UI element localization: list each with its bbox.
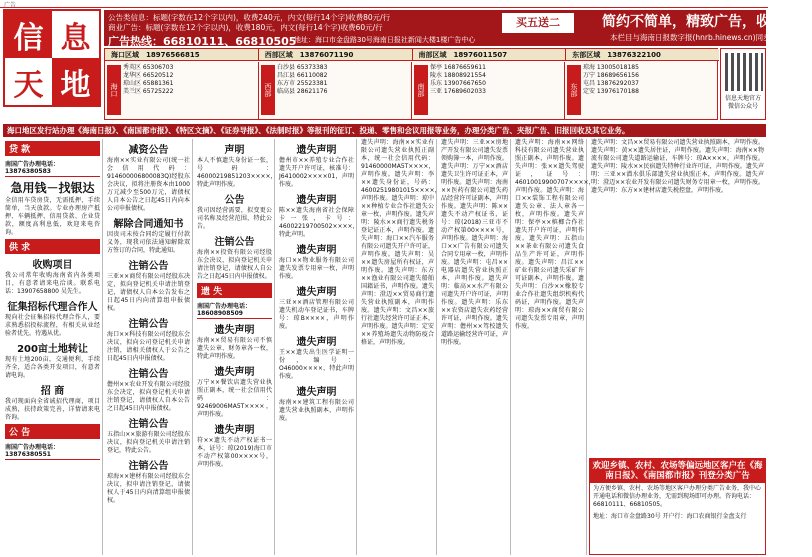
office-tag: 南部 bbox=[414, 65, 428, 115]
header-banner bbox=[104, 10, 812, 48]
ad-title: 注销公告 bbox=[128, 369, 169, 380]
ad-title: 遗失声明 bbox=[296, 287, 337, 298]
ad-body: 现有土地200亩，交通便利，手续齐全，适合各类开发项目，有意者请电询。 bbox=[5, 356, 100, 379]
ad-body: 儋州市××养殖专业合作社遗失开户许可证，核准号：J6410002××××01，声明作废。 bbox=[279, 157, 354, 188]
pricing-line-2: 商业广告：标题(字数在12个字以内)，收费180元，内文(每行14个字)收费60元/行 bbox=[108, 23, 383, 32]
ad-body: 三亚××酒店管理有限公司遗失机动车登记证书，车牌号：琼B××××，声明作废。 bbox=[279, 299, 354, 330]
ad-body: 儋州××农业开发有限公司经股东会决定，拟向登记机关申请注销登记，请债权人自本公告之日起45日内申报债权。 bbox=[107, 381, 190, 412]
ad-body: 遗失声明：三亚××房地产开发有限公司遗失发票领购簿一本，声明作废。遗失声明：万宁××酒店遗失卫生许可证正本，声明作废。遗失声明：海南××医药有限公司遗失药品经营许可证副本，声明作废。遗失声明：陈××遗失不动产权证书，证号：琼(2018)三亚市不动产权第00××××号，声明作废。遗失声明：海口××广告有限公司遗失合同专用章一枚，声明作废。遗失声明：屯昌××电器店遗失营业执照正本，声明作废。遗失声明：临高××水产有限公司遗失开户许可证，声明作废。遗失声明：乐东××农资店遗失农药经营许可证，声明作废。遗失声明：儋州××驾校遗失道路运输经营许可证，声明作废。 bbox=[441, 139, 508, 346]
office-tag: 东部 bbox=[567, 65, 581, 115]
column-classified-8 bbox=[589, 139, 766, 456]
office-col-haikou: 海口 秀英区 65306703 龙华区 66520512 琼山区 65881361 美兰区 65725222 bbox=[105, 62, 259, 120]
ad-title: 收购项目 bbox=[32, 260, 73, 271]
ad-body: 我公司常年收购海南省内各类项目，有意者请来电洽谈。联系电话：13907658800 吴先生。 bbox=[5, 272, 100, 295]
ad-title: 注销公告 bbox=[128, 461, 169, 472]
section-loan: 贷 款 bbox=[5, 141, 100, 156]
ad-title: 注销公告 bbox=[128, 261, 169, 272]
slogan: 简约不简单，精致广告，收益无限 bbox=[602, 14, 812, 30]
page-top-line bbox=[0, 0, 768, 8]
promo-badge: 买五送二 bbox=[502, 13, 574, 33]
ad-title: 遗失声明 bbox=[214, 325, 255, 336]
ad-body: 本人不慎遗失身份证一张，号码：46000219851203××××，特此声明作废。 bbox=[197, 157, 277, 188]
regional-ad-body: 为方便乡镇、农村、农场等地区客户办理分类广告业务，我中心开通电话和微信办理业务，无需到现场即可办理。咨询电话：66810111、66810505。 bbox=[593, 485, 762, 508]
office-header-row bbox=[105, 49, 719, 61]
office-tag: 海口 bbox=[107, 65, 121, 115]
regional-ad-title: 欢迎乡镇、农村、农场等偏远地区客户在《海南日报》、《南国都市报》刊登分类广告 bbox=[590, 459, 765, 483]
logo-char-2: 息 bbox=[52, 11, 99, 58]
ad-body: 王××遗失出生医学证明一份，编号：O46000××××，特此声明作废。 bbox=[279, 349, 354, 380]
section-phone: 南国广告办理电话：18608908509 bbox=[197, 300, 272, 319]
section-lost: 遗 失 bbox=[197, 283, 272, 298]
ad-body: 遗失声明：海南××网络科技有限公司遗失营业执照正副本，声明作废。遗失声明：张××遗失驾驶证，证号：46010019900707××××，声明作废。遗失声明：海口××装饰工程有限公司遗失公章、法人章各一枚，声明作废。遗失声明：保亭××槟榔合作社遗失开户许可证，声明作废。遗失声明：五指山××茶业有限公司遗失食品生产许可证，声明作废。遗失声明：昌江××矿业有限公司遗失采矿许可证副本，声明作废。遗失声明：白沙××橡胶专业合作社遗失组织机构代码证，声明作废。遗失声明：琼海××商贸有限公司遗失发票专用章，声明作废。 bbox=[515, 139, 595, 330]
ad-title: 遗失声明 bbox=[296, 145, 337, 156]
office-col-south: 南部 保亭 16876659611 陵水 18808921554 乐东 13907667650 三亚 17689602033 bbox=[412, 62, 565, 120]
logo-char-3: 天 bbox=[5, 58, 52, 105]
ad-body: 三亚××商贸有限公司经股东决定，拟向登记机关申请注销登记，请债权人自本公告发布之日起45日内向清算组申报债权。 bbox=[107, 273, 190, 312]
ad-body: 海南××实业有限公司(统一社会信用代码：914600006800083Q)经股东会决议，拟将注册资本由1000万元减少至500万元，请债权人自本公告之日起45日内向本公司申报债权。 bbox=[107, 157, 190, 212]
ad-body: 海口××物业服务有限公司遗失发票专用章一枚，声明作废。 bbox=[279, 257, 354, 280]
address: 地址：海口市金盘路30号海南日报社新闻大楼1楼广告中心 bbox=[294, 36, 476, 44]
ad-body: 遗失声明：文昌××贸易有限公司遗失营业执照副本，声明作废。遗失声明：黄××遗失居住证，声明作废。遗失声明：海南××物流有限公司遗失道路运输证，车牌号：琼A××××，声明作废。遗失声明：陵水××民宿遗失特种行业许可证，声明作废。遗失声明：三亚××潜水俱乐部遗失营业执照正本，声明作废。遗失声明：澄迈××农业开发有限公司遗失财务专用章一枚，声明作废。遗失声明：东方××建材店遗失税控盘，声明作废。 bbox=[591, 139, 764, 194]
section-phone: 南国广告办理电话：13876380551 bbox=[5, 441, 100, 460]
ad-body: 万宁××餐饮店遗失营业执照正副本，统一社会信用代码：92469006MA5T××××，声明作废。 bbox=[197, 379, 272, 418]
section-supply: 供 求 bbox=[5, 239, 100, 254]
pricing-line-1: 公告类信息：标题(字数在12个字以内)，收费240元，内文(每行14个字)收费80元/行 bbox=[108, 13, 391, 22]
column-classified-7 bbox=[513, 139, 595, 555]
office-header-south: 南部区域 18976011507 bbox=[413, 49, 567, 60]
ad-title: 解除合同通知书 bbox=[113, 219, 184, 230]
ad-title: 注销公告 bbox=[128, 319, 169, 330]
ad-body: 琼海××建材有限公司经股东会决议，拟申请注销登记，请债权人于45日内向清算组申报债权。 bbox=[107, 473, 190, 504]
ad-body: 海口××科技有限公司经股东会决议，拟向公司登记机关申请注销，请相关债权人于公告之日起45日内申报债权。 bbox=[107, 331, 190, 362]
logo-char-4: 地 bbox=[52, 58, 99, 105]
ad-body: 海南××贸易有限公司不慎遗失公章、财务章各一枚，特此声明作废。 bbox=[197, 337, 272, 360]
regional-ad-footer: 地址：海口市金盘路30号 开户行：海口农商银行金盘支行 bbox=[593, 513, 747, 520]
slogan-sub: 本栏目与海南日报数字报(hnrb.hinews.cn)同步刊发 bbox=[610, 33, 786, 42]
office-header-haikou: 海口区域 18976566815 bbox=[105, 49, 259, 60]
ad-title: 遗失声明 bbox=[296, 195, 337, 206]
column-classified-2 bbox=[105, 139, 193, 555]
ad-title: 注销公告 bbox=[214, 237, 255, 248]
ad-title: 征集招标代理合作人 bbox=[7, 302, 98, 313]
ad-title: 公告 bbox=[224, 195, 245, 206]
ad-body: 我司因经营需要，拟变更公司名称及经营范围，特此公告。 bbox=[197, 207, 272, 230]
ad-body: 五指山××旅游有限公司经股东决议，拟向登记机关申请注销登记，特此公告。 bbox=[107, 431, 190, 454]
column-classified-4 bbox=[277, 139, 357, 555]
ad-title: 遗失声明 bbox=[296, 245, 337, 256]
ad-title: 招 商 bbox=[40, 386, 65, 397]
office-header-west: 西部区域 13876071190 bbox=[259, 49, 413, 60]
hotline: 广告热线：66810111、66810505 bbox=[108, 35, 297, 48]
ad-body: 因贵司未按合同约定履行付款义务，现我司依法通知解除双方签订的合同，特此通知。 bbox=[107, 231, 190, 254]
ad-title: 200亩土地转让 bbox=[17, 344, 88, 355]
ad-title: 急用钱－找银达 bbox=[10, 181, 95, 195]
top-label: 广告 bbox=[4, 2, 17, 9]
office-tag: 西部 bbox=[261, 65, 275, 115]
office-col-west: 西部 白沙县 65373383 昌江县 66110082 东方市 25523381 临高县 28621176 bbox=[259, 62, 412, 120]
ad-title: 注销公告 bbox=[128, 419, 169, 430]
ad-body: 海南××投资有限公司经股东会决议，拟向登记机关申请注销登记，请债权人自公告之日起45日内申报债权。 bbox=[197, 249, 272, 280]
section-phone: 南国广告办理电话：13876380583 bbox=[5, 158, 100, 177]
ad-title: 遗失声明 bbox=[296, 387, 337, 398]
ad-title: 声明 bbox=[224, 145, 245, 156]
column-classified-3 bbox=[195, 139, 275, 555]
regional-customer-ad bbox=[589, 458, 766, 555]
distribution-banner: 海口地区发行站办理《海南日报》、《南国都市报》、《特区文摘》、《证券导报》、《法制时报》等报刊的征订、投递、零售和会议用报等业务，办理分类广告、夹报广告、旧报回收及其它业务。 bbox=[3, 124, 766, 137]
ad-title: 减资公告 bbox=[128, 145, 169, 156]
column-classified-5 bbox=[359, 139, 441, 555]
column-classified-6 bbox=[439, 139, 511, 555]
logo bbox=[3, 9, 101, 107]
section-notice: 公 告 bbox=[5, 424, 100, 439]
logo-char-1: 信 bbox=[5, 11, 52, 58]
office-header-east: 东部区域 13876322100 bbox=[572, 51, 661, 59]
qr-code-icon bbox=[725, 53, 763, 91]
ad-body: 现向社会征集招标代理合作人，要求熟悉招投标流程，有相关从业经验者优先，待遇从优。 bbox=[5, 314, 100, 337]
ad-body: 陈××遗失海南省社会保障卡一张，卡号：46002219700502××××，特此声明。 bbox=[279, 207, 359, 238]
ad-body: 我司现面向全省诚招代理商，项目成熟，扶持政策完善，详情请来电咨询。 bbox=[5, 398, 100, 421]
qr-caption: 信息天地官方微信公众号 bbox=[724, 95, 761, 110]
office-directory bbox=[104, 48, 718, 120]
ad-body: 全信用车贷房贷，无需抵押，手续简单，当天放款。专业办理房产抵押、车辆抵押、信用贷款、企业贷款，额度高利息低，欢迎来电咨询。 bbox=[5, 197, 100, 236]
ad-title: 遗失声明 bbox=[296, 337, 337, 348]
ad-body: 遗失声明：海南××实业有限公司遗失营业执照正副本，统一社会信用代码：91460000MA5T××××，声明作废。遗失声明：李××遗失身份证，号码：46002519801015××××，声明作废。遗失声明：琼中××种植专业合作社遗失公章一枚，声明作废。遗失声明：陵水××商行遗失税务登记证正本，声明作废。遗失声明：海口××汽车服务有限公司遗失开户许可证，声明作废。遗失声明：吴××遗失房屋所有权证，声明作废。遗失声明：东方××渔业有限公司遗失船舶国籍证书，声明作废。遗失声明：澄迈××贸易商行遗失营业执照副本，声明作废。遗失声明：文昌××旅行社遗失经营许可证正本，声明作废。遗失声明：定安××养殖场遗失动物防疫合格证，声明作废。 bbox=[361, 139, 441, 346]
office-col-east: 东部 琼海 13005018185 万宁 18689656156 屯昌 13876292037 定安 13976170188 bbox=[565, 62, 719, 120]
column-classified-1 bbox=[3, 139, 103, 555]
ad-body: 海南××建筑工程有限公司遗失营业执照副本，声明作废。 bbox=[279, 399, 354, 422]
qr-code-box bbox=[720, 48, 766, 120]
ad-title: 遗失声明 bbox=[214, 367, 255, 378]
ad-body: 符××遗失不动产权证书一本，证号：琼(2019)海口市不动产权第00××××号，声明作废。 bbox=[197, 437, 272, 468]
ad-title: 遗失声明 bbox=[214, 425, 255, 436]
